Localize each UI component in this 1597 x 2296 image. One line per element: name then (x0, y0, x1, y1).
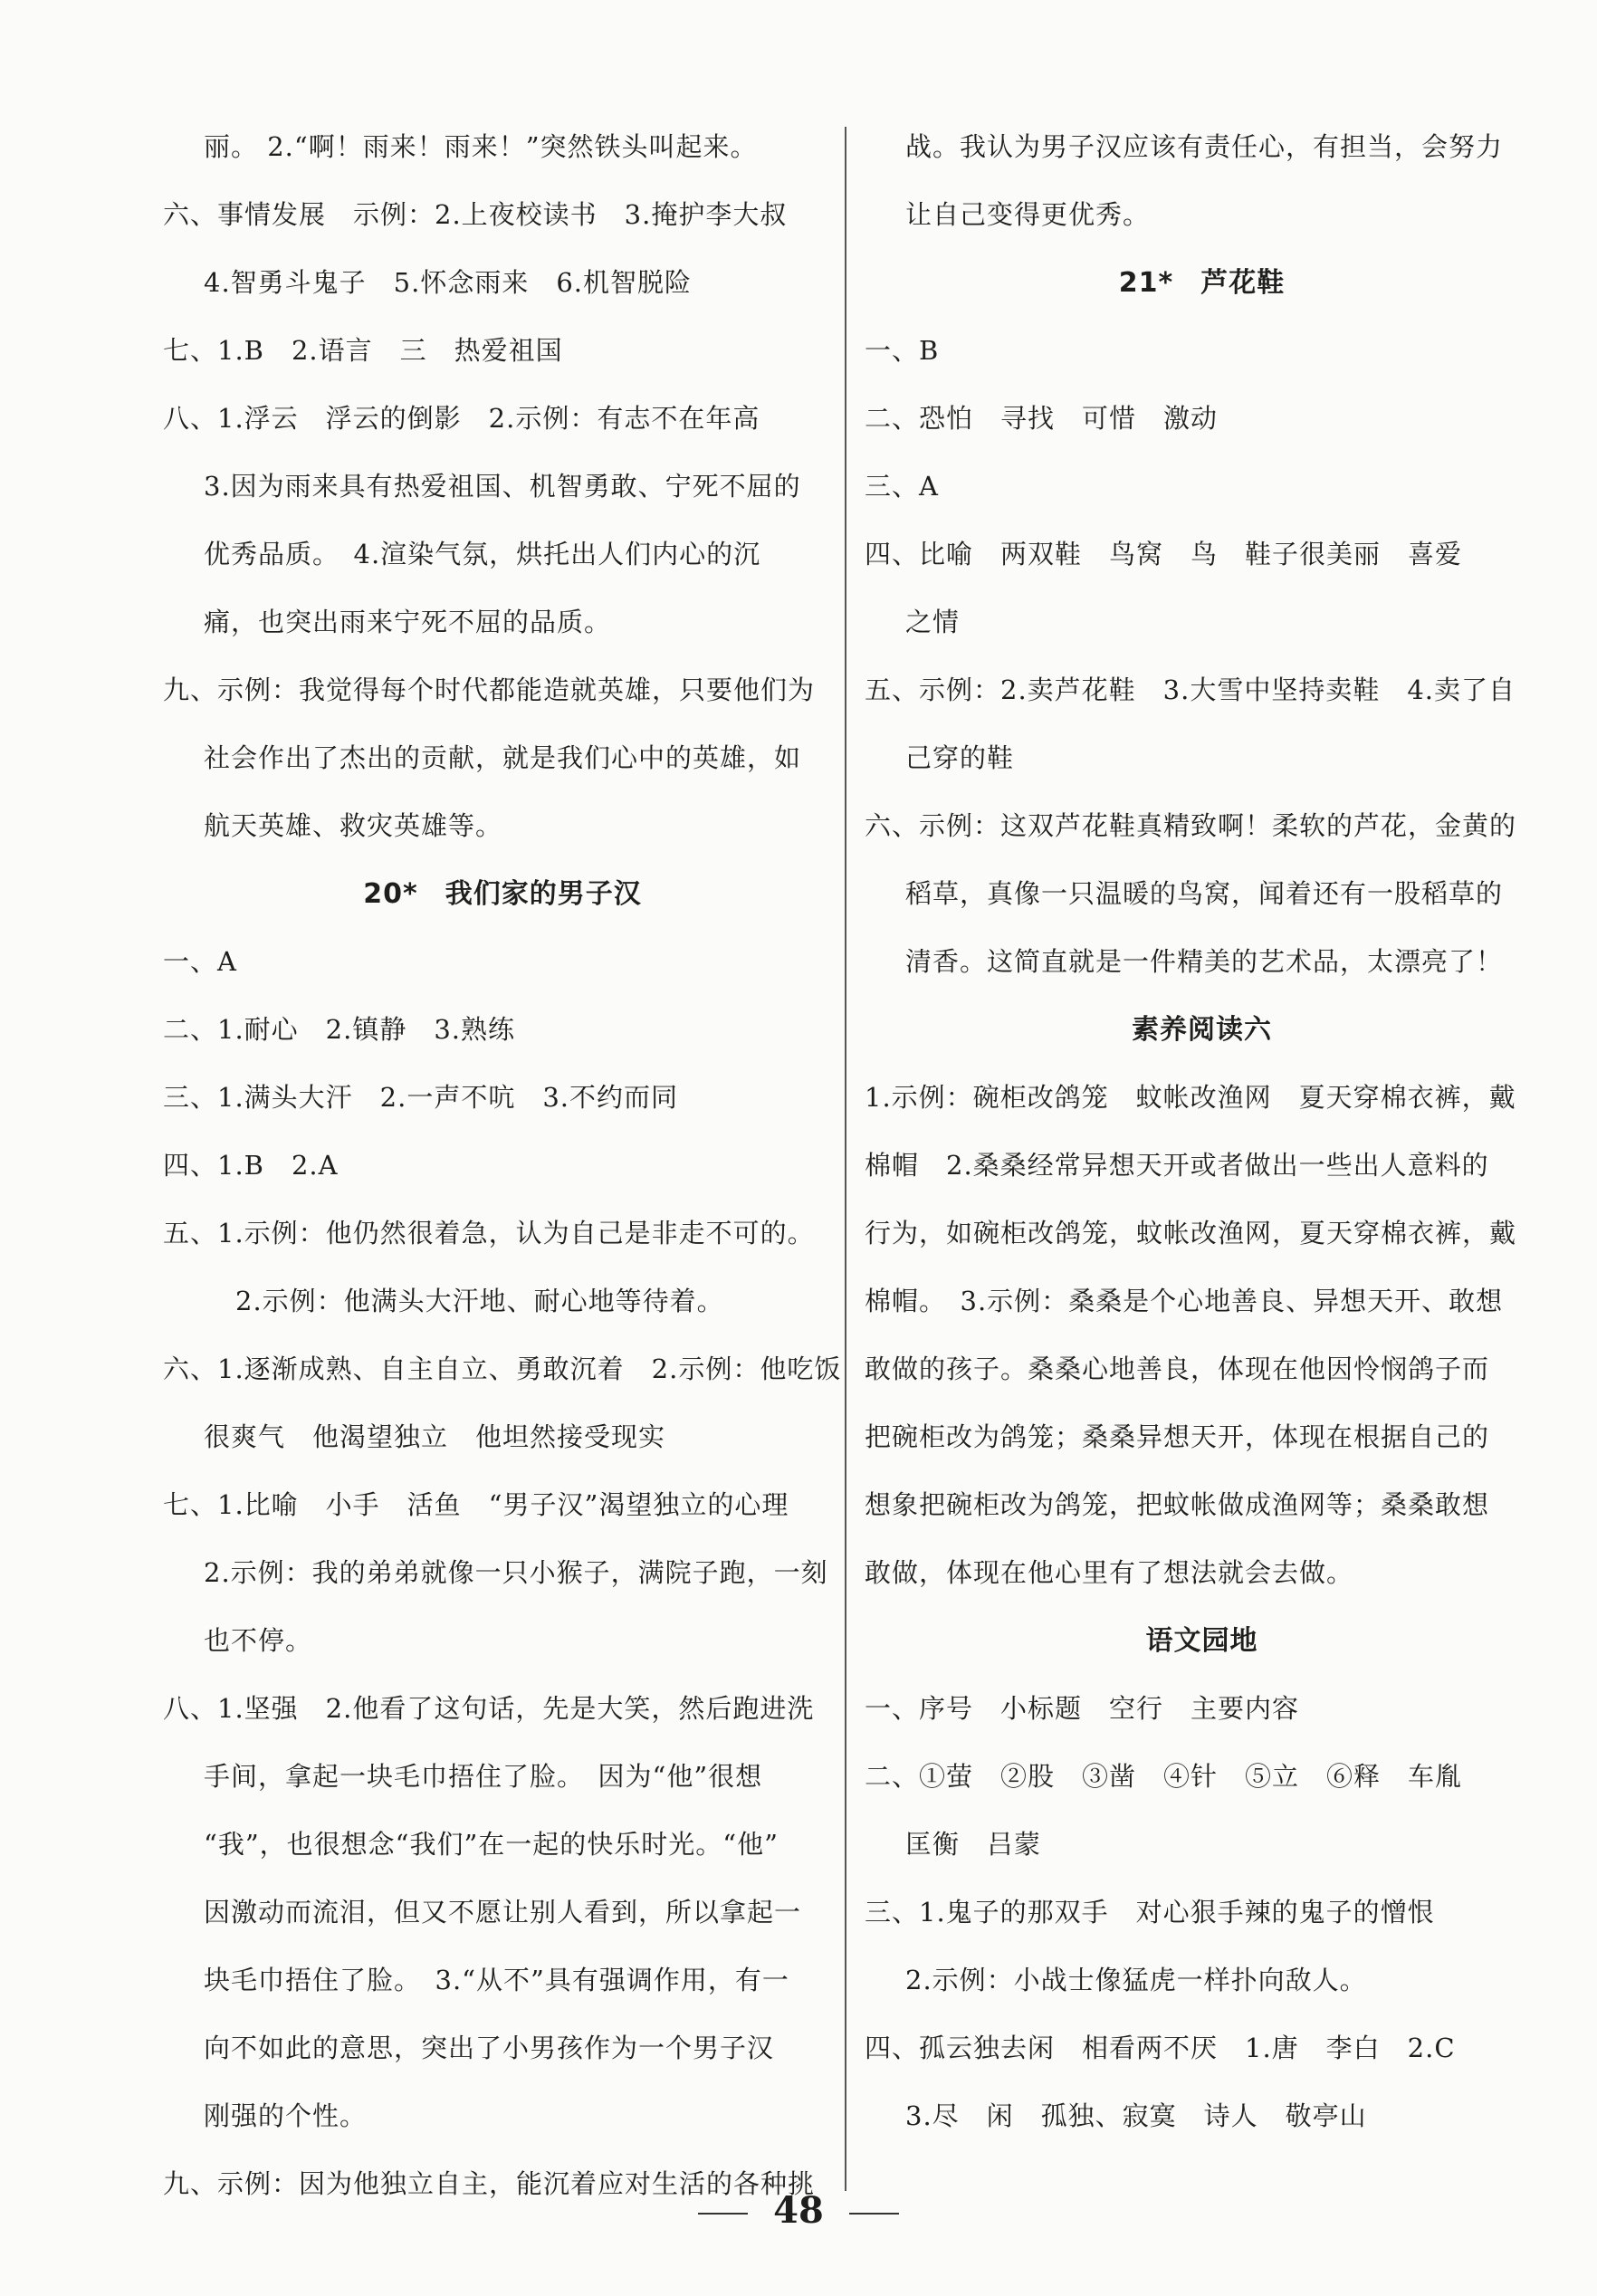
answer-line: 清香。这简直就是一件精美的艺术品，太漂亮了！ (905, 946, 1504, 977)
answer-line: 二、1.耐心 2.镇静 3.熟练 (163, 1014, 516, 1045)
page-number-dash-right (849, 2213, 899, 2215)
answer-line: 二、恐怕 寻找 可惜 激动 (865, 403, 1219, 434)
answer-line: 一、B (865, 335, 940, 366)
page-number (0, 2189, 1597, 2232)
answer-line: 战。我认为男子汉应该有责任心，有担当，会努力 (905, 131, 1504, 162)
answer-line: 五、示例：2.卖芦花鞋 3.大雪中坚持卖鞋 4.卖了自 (865, 674, 1516, 705)
answer-line: 三、1.鬼子的那双手 对心狠手辣的鬼子的憎恨 (865, 1897, 1435, 1928)
section-title-text: 素养阅读六 (1132, 1014, 1272, 1046)
answer-line: 棉帽 2.桑桑经常异想天开或者做出一些出人意料的 (865, 1150, 1489, 1181)
answer-line: 块毛巾捂住了脸。 3.“从不”具有强调作用，有一 (204, 1965, 789, 1995)
answer-line: 九、示例：我觉得每个时代都能造就英雄，只要他们为 (163, 674, 816, 705)
answer-line: 2.示例：他满头大汗地、耐心地等待着。 (235, 1286, 724, 1316)
answer-line: 优秀品质。 4.渲染气氛，烘托出人们内心的沉 (204, 539, 761, 569)
answer-line: 二、①萤 ②股 ③凿 ④针 ⑤立 ⑥释 车胤 (865, 1761, 1463, 1792)
answer-line: 社会作出了杰出的贡献，就是我们心中的英雄，如 (204, 742, 802, 773)
answer-line: 五、1.示例：他仍然很着急，认为自己是非走不可的。 (163, 1218, 815, 1248)
answer-line: 3.尽 闲 孤独、寂寞 诗人 敬亭山 (905, 2100, 1367, 2131)
answer-line: 稻草，真像一只温暖的鸟窝，闻着还有一股稻草的 (905, 878, 1504, 909)
answer-line: “我”，也很想念“我们”在一起的快乐时光。“他” (204, 1829, 779, 1860)
answer-line: 四、孤云独去闲 相看两不厌 1.唐 李白 2.C (865, 2033, 1456, 2063)
answer-line: 2.示例：小战士像猛虎一样扑向敌人。 (905, 1965, 1367, 1995)
answer-line: 六、示例：这双芦花鞋真精致啊！柔软的芦花，金黄的 (865, 810, 1517, 841)
answer-line: 六、1.逐渐成熟、自主自立、勇敢沉着 2.示例：他吃饭 (163, 1354, 842, 1384)
answer-line: 丽。 2.“啊！雨来！雨来！”突然铁头叫起来。 (204, 131, 758, 162)
answer-line: 七、1.比喻 小手 活鱼 “男子汉”渴望独立的心理 (163, 1489, 789, 1520)
left-column (163, 113, 842, 2218)
answer-line: 九、示例：因为他独立自主，能沉着应对生活的各种挑 (163, 2168, 816, 2199)
answer-line: 七、1.B 2.语言 三 热爱祖国 (163, 335, 563, 366)
answer-line: 3.因为雨来具有热爱祖国、机智勇敢、宁死不屈的 (204, 471, 801, 502)
section-title (865, 996, 1539, 1064)
section-title (865, 1607, 1539, 1675)
answer-line: 行为，如碗柜改鸽笼，蚊帐改渔网，夏天穿棉衣裤，戴 (865, 1218, 1517, 1248)
answer-line: 痛，也突出雨来宁死不屈的品质。 (204, 607, 612, 637)
answer-line: 航天英雄、救灾英雄等。 (204, 810, 503, 841)
page-number-text: 48 (773, 2189, 824, 2232)
answer-line: 让自己变得更优秀。 (905, 199, 1151, 230)
answer-line: 敢做，体现在他心里有了想法就会去做。 (865, 1557, 1354, 1588)
answer-line: 三、1.满头大汗 2.一声不吭 3.不约而同 (163, 1082, 679, 1113)
answer-line: 4.智勇斗鬼子 5.怀念雨来 6.机智脱险 (204, 267, 693, 298)
answer-line: 匡衡 吕蒙 (905, 1829, 1042, 1860)
answer-line: 八、1.浮云 浮云的倒影 2.示例：有志不在年高 (163, 403, 760, 434)
answer-line: 很爽气 他渴望独立 他坦然接受现实 (204, 1421, 666, 1452)
answer-line: 一、A (163, 946, 237, 977)
section-title (865, 249, 1539, 317)
answer-line: 也不停。 (204, 1625, 313, 1656)
answer-line: 棉帽。 3.示例：桑桑是个心地善良、异想天开、敢想 (865, 1286, 1504, 1316)
section-number: 20* (363, 878, 418, 910)
answer-line: 敢做的孩子。桑桑心地善良，体现在他因怜悯鸽子而 (865, 1354, 1490, 1384)
answer-line: 一、序号 小标题 空行 主要内容 (865, 1693, 1300, 1724)
answer-line: 刚强的个性。 (204, 2100, 368, 2131)
answer-line: 八、1.坚强 2.他看了这句话，先是大笑，然后跑进洗 (163, 1693, 815, 1724)
answer-line: 之情 (905, 607, 961, 637)
section-title-text: 语文园地 (1145, 1625, 1258, 1657)
answer-line: 六、事情发展 示例：2.上夜校读书 3.掩护李大叔 (163, 199, 788, 230)
answer-line: 1.示例：碗柜改鸽笼 蚊帐改渔网 夏天穿棉衣裤，戴 (865, 1082, 1516, 1113)
answer-line: 手间，拿起一块毛巾捂住了脸。 因为“他”很想 (204, 1761, 763, 1792)
right-column (865, 113, 1539, 2150)
section-title-text: 芦花鞋 (1200, 267, 1286, 299)
column-divider (845, 127, 846, 2191)
answer-line: 四、1.B 2.A (163, 1150, 339, 1181)
section-number: 21* (1118, 267, 1174, 299)
answer-line: 三、A (865, 471, 939, 502)
page-number-dash-left (698, 2213, 748, 2215)
answer-line: 把碗柜改为鸽笼；桑桑异想天开，体现在根据自己的 (865, 1421, 1490, 1452)
answer-line: 向不如此的意思，突出了小男孩作为一个男子汉 (204, 2033, 775, 2063)
answer-line: 因激动而流泪，但又不愿让别人看到，所以拿起一 (204, 1897, 802, 1928)
section-title-text: 我们家的男子汉 (445, 878, 642, 910)
answer-line: 想象把碗柜改为鸽笼，把蚊帐做成渔网等；桑桑敢想 (865, 1489, 1490, 1520)
answer-line: 四、比喻 两双鞋 鸟窝 鸟 鞋子很美丽 喜爱 (865, 539, 1463, 569)
answer-line: 己穿的鞋 (905, 742, 1015, 773)
section-title (163, 860, 842, 928)
answer-line: 2.示例：我的弟弟就像一只小猴子，满院子跑，一刻 (204, 1557, 828, 1588)
